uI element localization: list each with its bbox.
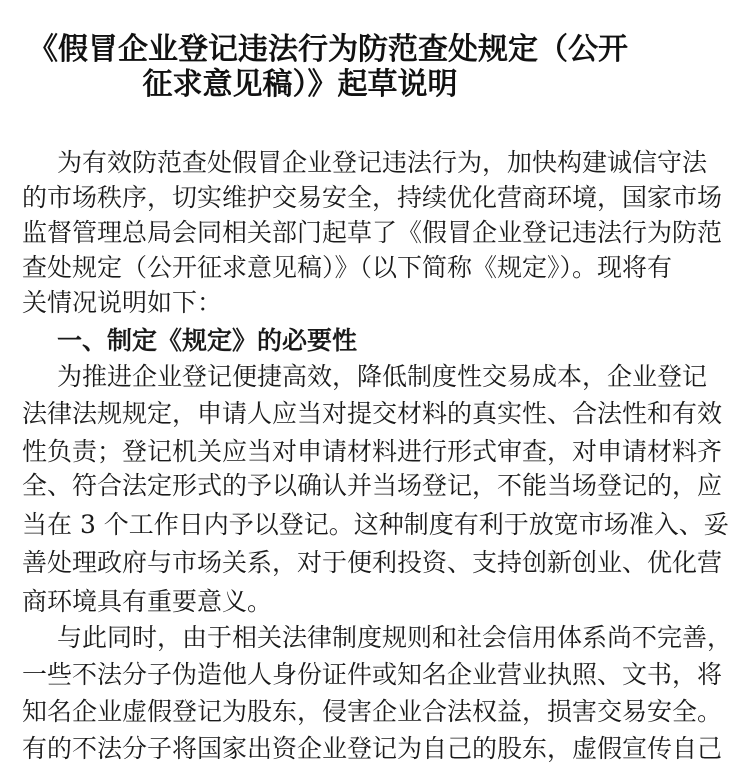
- paragraph-line: 关情况说明如下：: [22, 288, 223, 317]
- paragraph-line: 查处规定（公开征求意见稿）》（以下简称《规定》）。现将有: [22, 253, 673, 282]
- title-line: 《假冒企业登记违法行为防范查处规定（公开: [28, 32, 628, 67]
- paragraph-line: 有的不法分子将国家出资企业登记为自己的股东，虚假宣传自己: [22, 734, 723, 763]
- paragraph-line: 当在 3 个工作日内予以登记。这种制度有利于放宽市场准入、妥: [22, 510, 729, 539]
- paragraph-line: 法律法规规定，申请人应当对提交材料的真实性、合法性和有效: [22, 399, 723, 428]
- paragraph-line: 与此同时，由于相关法律制度规则和社会信用体系尚不完善，: [57, 623, 732, 652]
- paragraph-line: 善处理政府与市场关系，对于便利投资、支持创新创业、优化营: [22, 548, 723, 577]
- title-line: 征求意见稿）》起草说明: [142, 67, 458, 102]
- paragraph-line: 的市场秩序，切实维护交易安全，持续优化营商环境，国家市场: [22, 183, 723, 212]
- paragraph-line: 知名企业虚假登记为股东，侵害企业合法权益，损害交易安全。: [22, 697, 723, 726]
- paragraph-line: 为推进企业登记便捷高效，降低制度性交易成本，企业登记: [57, 362, 708, 391]
- paragraph-line: 为有效防范查处假冒企业登记违法行为，加快构建诚信守法: [57, 148, 708, 177]
- section-heading: 一、制定《规定》的必要性: [57, 326, 358, 355]
- paragraph-line: 监督管理总局会同相关部门起草了《假冒企业登记违法行为防范: [22, 218, 723, 247]
- paragraph-line: 全、符合法定形式的予以确认并当场登记，不能当场登记的，应: [22, 471, 723, 500]
- paragraph-line: 一些不法分子伪造他人身份证件或知名企业营业执照、文书，将: [22, 660, 723, 689]
- paragraph-line: 商环境具有重要意义。: [22, 587, 273, 616]
- paragraph-line: 性负责；登记机关应当对申请材料进行形式审查，对申请材料齐: [22, 437, 723, 466]
